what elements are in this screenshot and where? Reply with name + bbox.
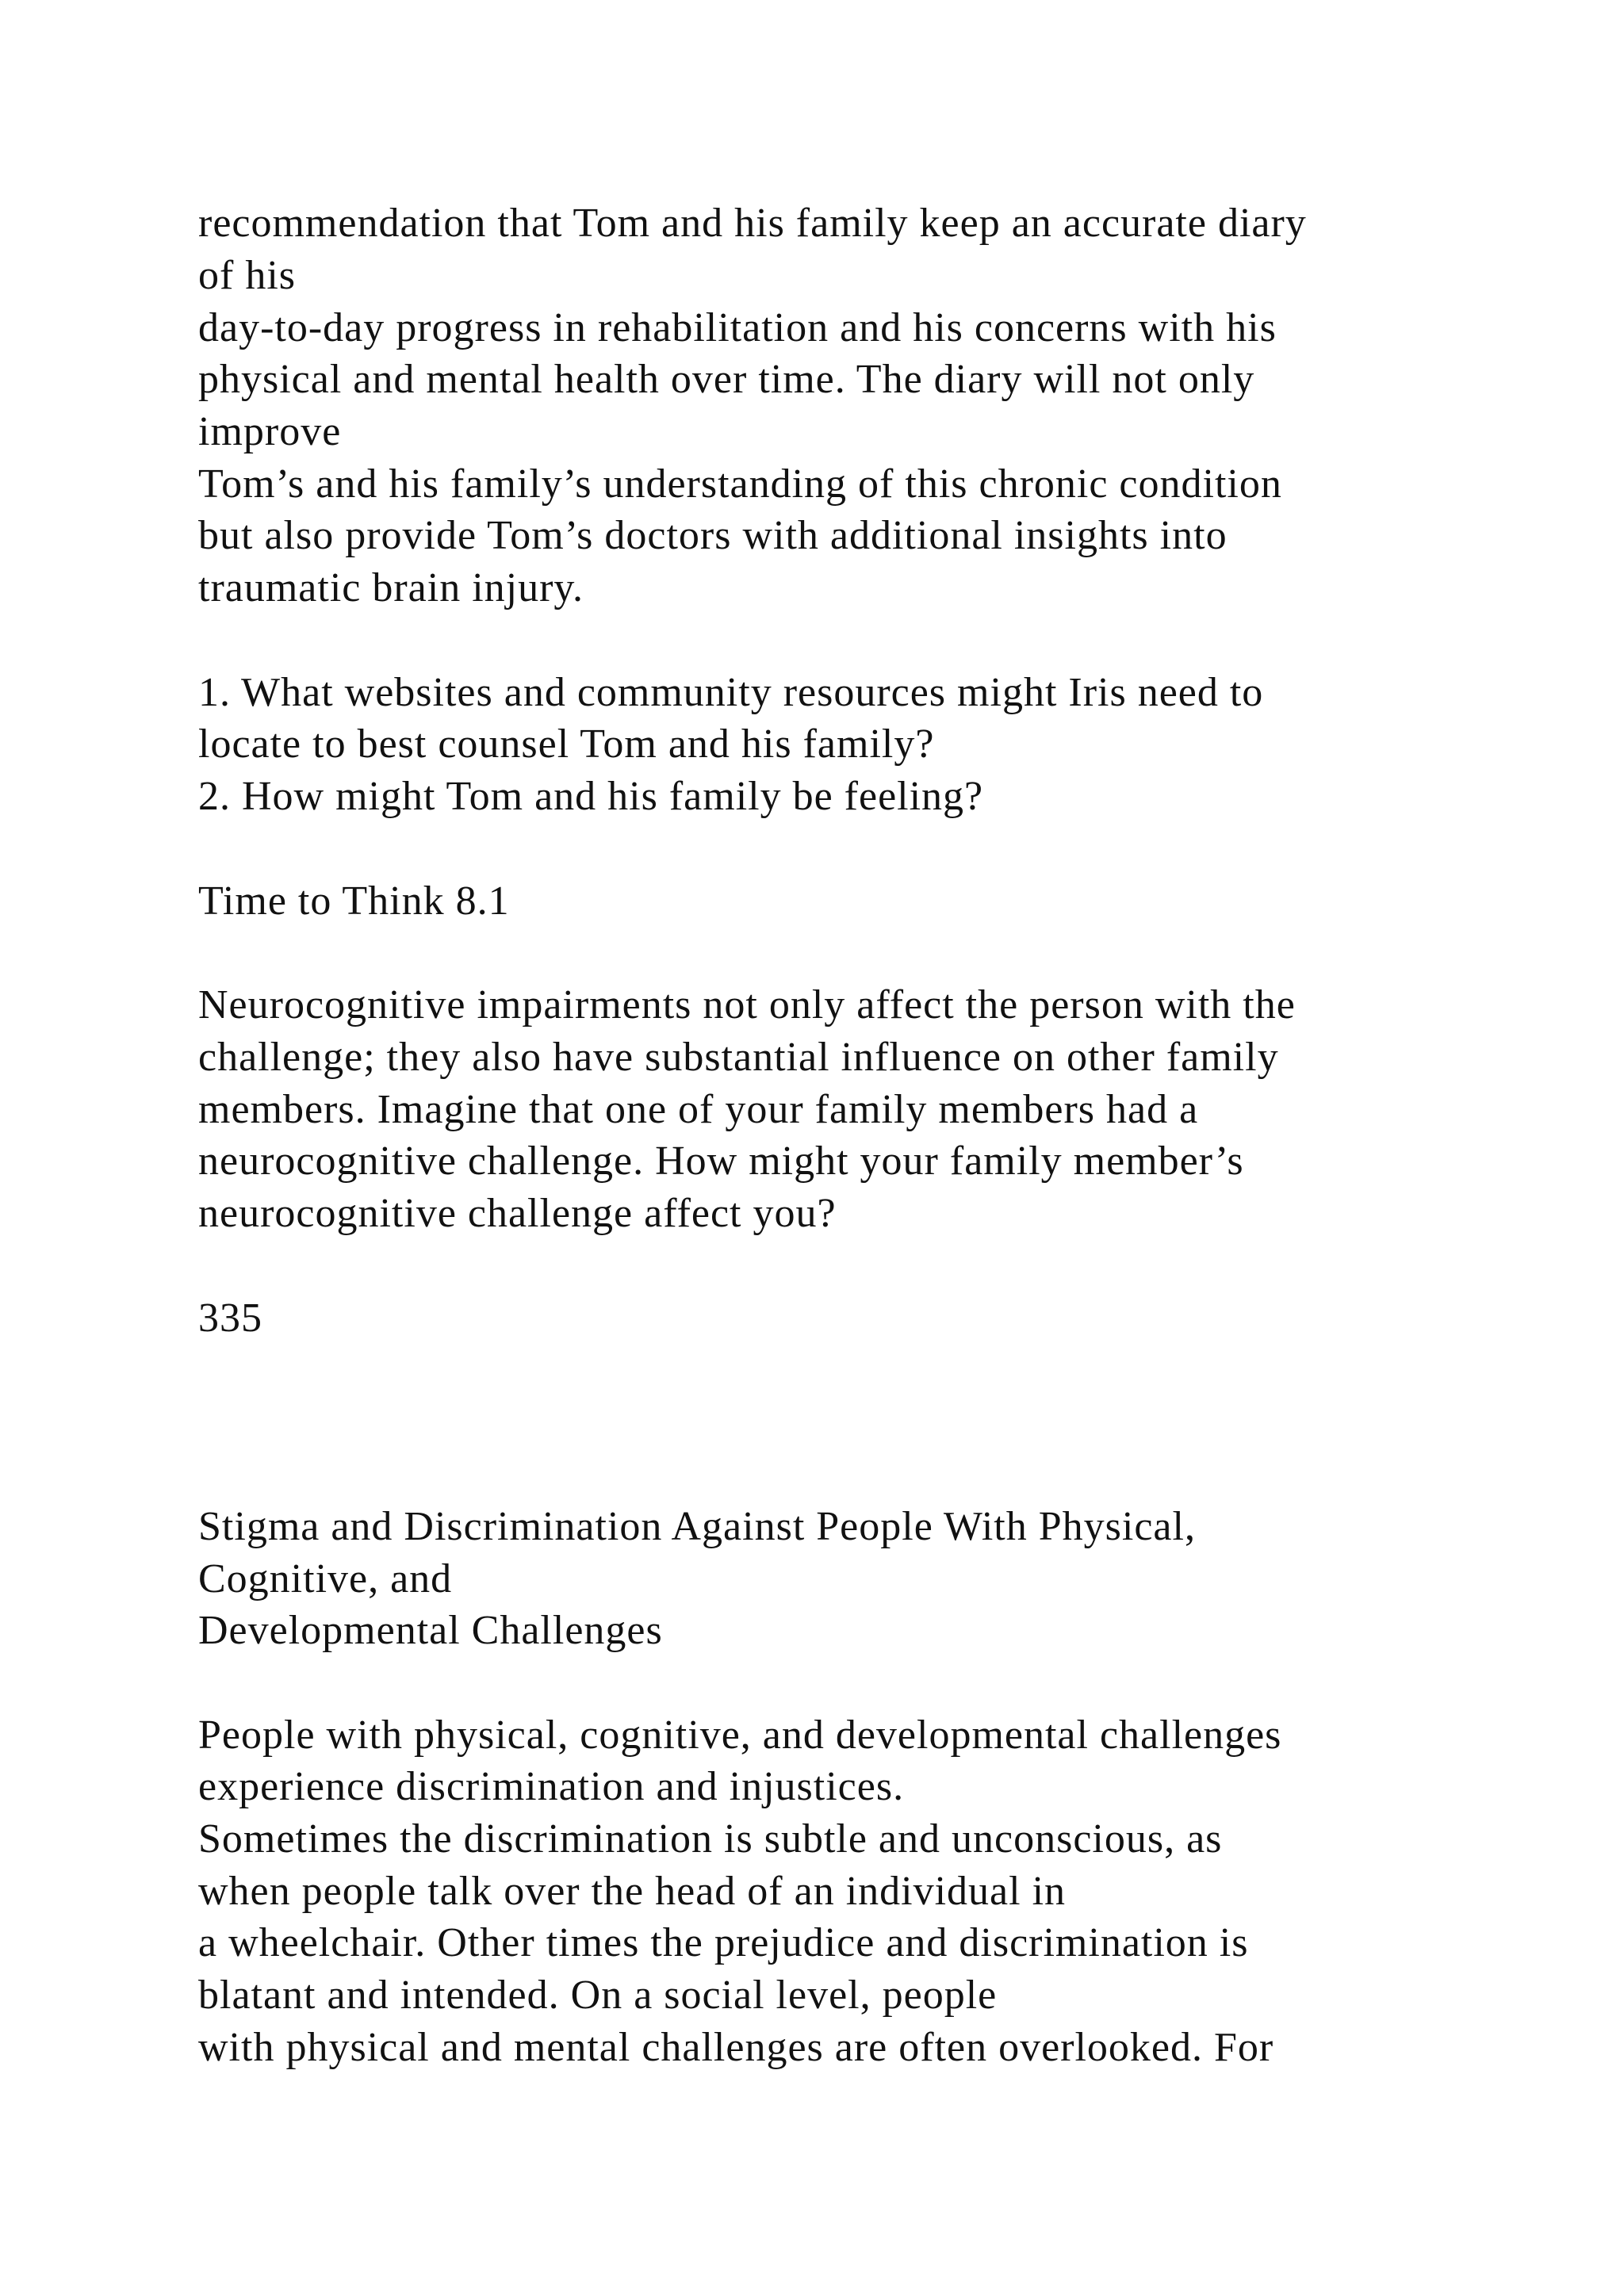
text-line: neurocognitive challenge affect you?: [198, 1191, 837, 1236]
text-line: blatant and intended. On a social level, people: [198, 1973, 998, 2018]
heading-line: Cognitive, and: [198, 1556, 453, 1601]
text-line: traumatic brain injury.: [198, 565, 584, 610]
text-line: but also provide Tom’s doctors with additional insights into: [198, 513, 1228, 558]
text-line: Neurocognitive impairments not only affect the person with the: [198, 982, 1296, 1027]
text-line: recommendation that Tom and his family keep an accurate diary: [198, 201, 1307, 246]
text-line: neurocognitive challenge. How might your family member’s: [198, 1138, 1244, 1184]
text-line: Sometimes the discrimination is subtle and unconscious, as: [198, 1816, 1223, 1862]
text-line: improve: [198, 409, 342, 454]
text-line: Tom’s and his family’s understanding of this chronic condition: [198, 461, 1282, 507]
question-item: 1. What websites and community resources might Iris need to: [198, 670, 1264, 715]
text-line: members. Imagine that one of your family members had a: [198, 1087, 1199, 1132]
text-line: of his: [198, 253, 296, 298]
heading-line: Stigma and Discrimination Against People With Physical,: [198, 1504, 1196, 1549]
question-item: 2. How might Tom and his family be feeling?: [198, 774, 984, 819]
text-line: experience discrimination and injustices.: [198, 1764, 905, 1809]
text-line: challenge; they also have substantial influence on other family: [198, 1035, 1279, 1080]
text-line: when people talk over the head of an individual in: [198, 1869, 1067, 1914]
text-line: a wheelchair. Other times the prejudice and discrimination is: [198, 1920, 1249, 1965]
box-heading: Time to Think 8.1: [198, 878, 510, 924]
question-item: locate to best counsel Tom and his family?: [198, 721, 935, 767]
page-number: 335: [198, 1295, 262, 1341]
text-line: with physical and mental challenges are often overlooked. For: [198, 2025, 1274, 2070]
text-line: day-to-day progress in rehabilitation and his concerns with his: [198, 305, 1277, 350]
text-line: People with physical, cognitive, and developmental challenges: [198, 1712, 1282, 1758]
heading-line: Developmental Challenges: [198, 1608, 663, 1653]
text-line: physical and mental health over time. The diary will not only: [198, 357, 1255, 402]
